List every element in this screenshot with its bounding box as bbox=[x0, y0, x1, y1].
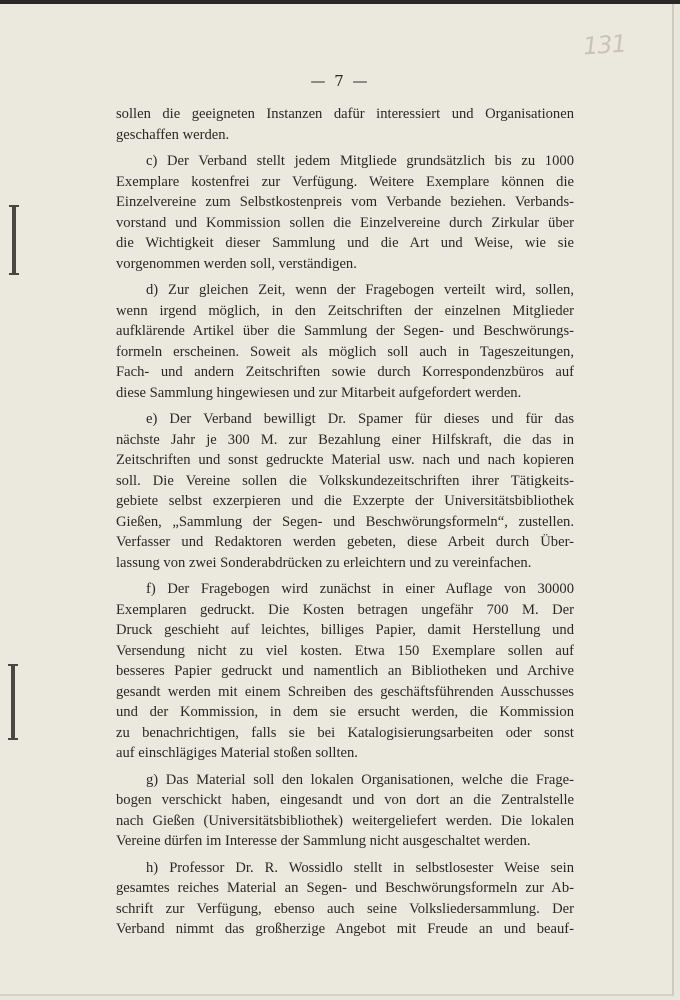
text-line: Druck geschieht auf leichtes, billiges Papier, damit Herstellung und bbox=[116, 622, 574, 638]
text-line: nächste Jahr je 300 M. zur Bezahlung einer Hilfskraft, die das in bbox=[116, 431, 574, 448]
text-line: lassung von zwei Sonderabdrücken zu erleichtern und zu vereinfachen. bbox=[116, 554, 532, 571]
text-line: aufklärende Artikel über die Sammlung der Segen- und Beschwörungs- bbox=[116, 323, 574, 339]
handwritten-folio-number: 131 bbox=[582, 29, 627, 61]
text-line: besseres Papier gedruckt und namentlich an Bibliotheken und Archive bbox=[116, 663, 574, 679]
text-line: Gießen, „Sammlung der Segen- und Beschwörungsformeln“, zustellen. bbox=[116, 513, 574, 530]
text-line: bogen verschickt haben, eingesandt und von dort an die Zentralstelle bbox=[116, 792, 574, 808]
text-line: formeln erscheinen. Soweit als möglich soll auch in Tageszeitungen, bbox=[116, 343, 574, 360]
paragraph bbox=[116, 579, 574, 764]
paragraph bbox=[116, 409, 574, 573]
text-line: Exemplaren gedruckt. Die Kosten betragen ungefähr 700 M. Der bbox=[116, 601, 574, 618]
text-line: gebiete selbst exzerpieren und die Exzerpte der Universitätsbibliothek bbox=[116, 493, 574, 509]
paragraph bbox=[116, 280, 574, 403]
text-line: sollen die geeigneten Instanzen dafür interessiert und Organisationen bbox=[116, 106, 574, 122]
text-line: zu benachrichtigen, falls sie bei Katalogisierungsarbeiten oder sonst bbox=[116, 724, 574, 741]
text-line: f) Der Fragebogen wird zunächst in einer Auflage von 30000 bbox=[146, 581, 574, 597]
text-line: und der Kommission, in dem sie ersucht werden, die Kommission bbox=[116, 704, 574, 720]
text-line: diese Sammlung hingewiesen und zur Mitarbeit aufgefordert werden. bbox=[116, 384, 522, 401]
text-line: Verfasser und Redaktoren werden gebeten, diese Arbeit durch Über- bbox=[116, 534, 574, 550]
text-line: Einzelvereine zum Selbstkostenpreis vom Verbande beziehen. Verbands- bbox=[116, 194, 574, 210]
page-number: — 7 — bbox=[310, 72, 370, 90]
text-line: wenn irgend möglich, in den Zeitschriften der einzelnen Mitglieder bbox=[116, 302, 574, 319]
text-line: schrift zur Verfügung, ebenso auch seine Volksliedersammlung. Der bbox=[116, 900, 574, 917]
text-line: gesamtes reiches Material an Segen- und Beschwörungsformeln zur Ab- bbox=[116, 880, 574, 896]
left-margin-bracket-mark bbox=[12, 205, 16, 275]
scan-edge bbox=[0, 0, 680, 4]
text-line: Exemplare kostenfrei zur Verfügung. Weitere Exemplare können die bbox=[116, 173, 574, 190]
text-line: Versendung nicht zu viel kosten. Etwa 150 Exemplare sollen auf bbox=[116, 642, 574, 659]
paragraph bbox=[116, 104, 574, 145]
text-line: Fach- und andern Zeitschriften sowie durch Korrespondenzbüros auf bbox=[116, 364, 574, 380]
text-line: geschaffen werden. bbox=[116, 126, 230, 143]
text-line: vorgenommen werden soll, verständigen. bbox=[116, 255, 357, 272]
paragraph bbox=[116, 770, 574, 852]
left-margin-bracket-mark bbox=[11, 664, 15, 740]
text-line: nach Gießen (Universitätsbibliothek) weitergeliefert werden. Die lokalen bbox=[116, 812, 574, 829]
text-line: e) Der Verband bewilligt Dr. Spamer für dieses und für das bbox=[146, 411, 574, 427]
text-line: auf einschlägiges Material stoßen sollten. bbox=[116, 745, 358, 761]
paragraph bbox=[116, 858, 574, 940]
text-line: gesandt werden mit einem Schreiben des geschäftsführenden Ausschusses bbox=[116, 683, 574, 700]
text-line: Zeitschriften und sonst gedruckte Material usw. nach und nach kopieren bbox=[116, 452, 574, 468]
text-line: die Wichtigkeit dieser Sammlung und die Art und Weise, wie sie bbox=[116, 235, 574, 251]
text-line: g) Das Material soll den lokalen Organisationen, welche die Frage- bbox=[146, 771, 574, 788]
text-line: d) Zur gleichen Zeit, wenn der Fragebogen verteilt wird, sollen, bbox=[146, 282, 574, 298]
text-line: Vereine dürfen im Interesse der Sammlung nicht ausgeschaltet werden. bbox=[116, 833, 531, 849]
text-line: soll. Die Vereine sollen die Volkskundezeitschriften ihrer Tätigkeits- bbox=[116, 472, 574, 489]
paragraph bbox=[116, 151, 574, 274]
body-text bbox=[116, 104, 574, 940]
text-line: vorstand und Kommission sollen die Einzelvereine durch Zirkular über bbox=[116, 214, 574, 231]
text-line: Verband nimmt das großherzige Angebot mit Freude an und beauf- bbox=[116, 921, 574, 937]
text-line: h) Professor Dr. R. Wossidlo stellt in selbstlosester Weise sein bbox=[146, 859, 574, 876]
text-line: c) Der Verband stellt jedem Mitgliede grundsätzlich bis zu 1000 bbox=[146, 153, 574, 169]
